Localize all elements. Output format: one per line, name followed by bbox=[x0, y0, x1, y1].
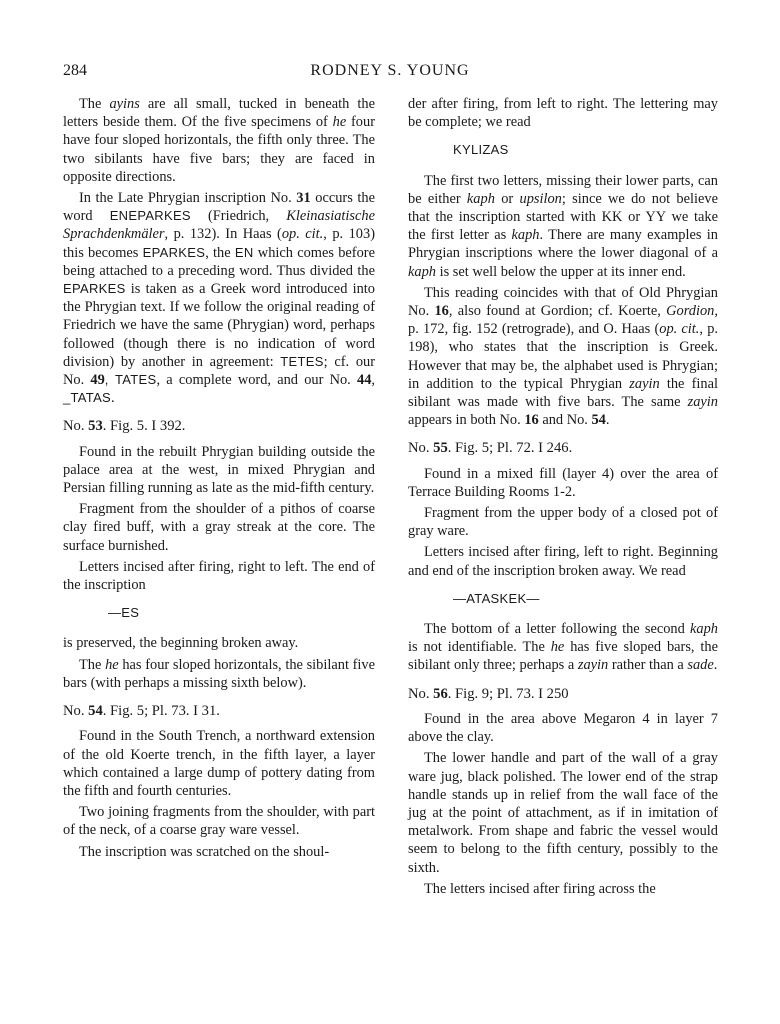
paragraph: Found in the rebuilt Phrygian building outside the palace area at the west, in mixed Phrygian and Persian filling running as late as the mid-fifth century. bbox=[63, 443, 375, 497]
paragraph: der after firing, from left to right. The lettering may be complete; we read bbox=[408, 96, 718, 131]
inscription-54: KYLIZAS bbox=[453, 142, 509, 158]
inscription-55: —ATASKEK— bbox=[453, 590, 540, 606]
paragraph: Fragment from the shoulder of a pithos of coarse clay fired buff, with a gray streak at the core. The surface burnished. bbox=[63, 501, 375, 554]
paragraph: Found in a mixed fill (layer 4) over the area of Terrace Building Rooms 1-2. bbox=[408, 465, 718, 500]
paragraph: Fragment from the upper body of a closed pot of gray ware. bbox=[408, 505, 718, 540]
right-column bbox=[408, 95, 718, 901]
paragraph: The ayins are all small, tucked in beneath the letters beside them. Of the five specimens of he four have four sloped horizontals, the fifth only three. The two sibilants have five bars; they are faced in opposite directions. bbox=[63, 96, 375, 185]
entry-heading-55: No. 55. Fig. 5; Pl. 72. I 246. bbox=[408, 440, 573, 457]
paragraph: The inscription was scratched on the shoul- bbox=[79, 843, 330, 860]
paragraph: The he has four sloped horizontals, the sibilant five bars (with perhaps a missing sixth below). bbox=[63, 656, 375, 691]
inscription-53: —ES bbox=[108, 605, 140, 621]
paragraph: In the Late Phrygian inscription No. 31 occurs the word ENEPARKES (Friedrich, Kleinasiatische Sprachdenkmäler, p. 132). In Haas (op. cit., p. 103) this becomes EPARKES, the EN which comes before being attached to a preceding word. Thus divided the EPARKES is taken as a Greek word introduced into the Phrygian text. If we follow the original reading of Friedrich we have the same (Phrygian) word, perhaps followed (though there is no indication of word division) by another in agreement: TETES; cf. our No. 49, TATES, a complete word, and our No. 44, _TATAS. bbox=[63, 190, 375, 407]
entry-heading-54: No. 54. Fig. 5; Pl. 73. I 31. bbox=[63, 703, 220, 720]
paragraph: The lower handle and part of the wall of a gray ware jug, black polished. The lower end of the strap handle stands up in relief from the wall face of the jug at the point of attachment, as if in imitation of metalwork. From shape and fabric the vessel would seem to belong to the fifth century, possibly to the sixth. bbox=[408, 750, 718, 876]
paragraph: Found in the South Trench, a northward extension of the old Koerte trench, in the fifth layer, a layer which contained a large dump of pottery dating from the fifth and fourth centuries. bbox=[63, 728, 375, 799]
paragraph: Two joining fragments from the shoulder, with part of the neck, of a coarse gray ware vessel. bbox=[63, 804, 375, 839]
entry-heading-56: No. 56. Fig. 9; Pl. 73. I 250 bbox=[408, 685, 569, 702]
paragraph: This reading coincides with that of Old Phrygian No. 16, also found at Gordion; cf. Koerte, Gordion, p. 172, fig. 152 (retrograde), and O. Haas (op. cit., p. 198), who states that the inscription is Greek. However that may be, the alphabet used is Phrygian; in addition to the typical Phrygian zayin the final sibilant was made with five bars. The same zayin appears in both No. 16 and No. 54. bbox=[408, 284, 718, 429]
paragraph: The bottom of a letter following the second kaph is not identifiable. The he has five sloped bars, the sibilant only three; perhaps a zayin rather than a sade. bbox=[408, 621, 718, 674]
paragraph: The first two letters, missing their lower parts, can be either kaph or upsilon; since we do not believe that the inscription started with KK or YY we take the first letter as kaph. There are many examples in Phrygian inscriptions where the lower diagonal of a kaph is set well below the upper at its inner end. bbox=[408, 172, 718, 280]
paragraph: is preserved, the beginning broken away. bbox=[63, 635, 299, 652]
left-column bbox=[63, 95, 375, 864]
entry-heading-53: No. 53. Fig. 5. I 392. bbox=[63, 418, 186, 435]
running-head: RODNEY S. YOUNG bbox=[310, 62, 470, 79]
page-number: 284 bbox=[63, 62, 87, 79]
paragraph: The letters incised after firing across the bbox=[424, 880, 656, 897]
paragraph: Found in the area above Megaron 4 in layer 7 above the clay. bbox=[408, 710, 718, 746]
paragraph: Letters incised after firing, right to left. The end of the inscription bbox=[63, 558, 375, 594]
paragraph: Letters incised after firing, left to right. Beginning and end of the inscription broken away. We read bbox=[408, 544, 718, 579]
